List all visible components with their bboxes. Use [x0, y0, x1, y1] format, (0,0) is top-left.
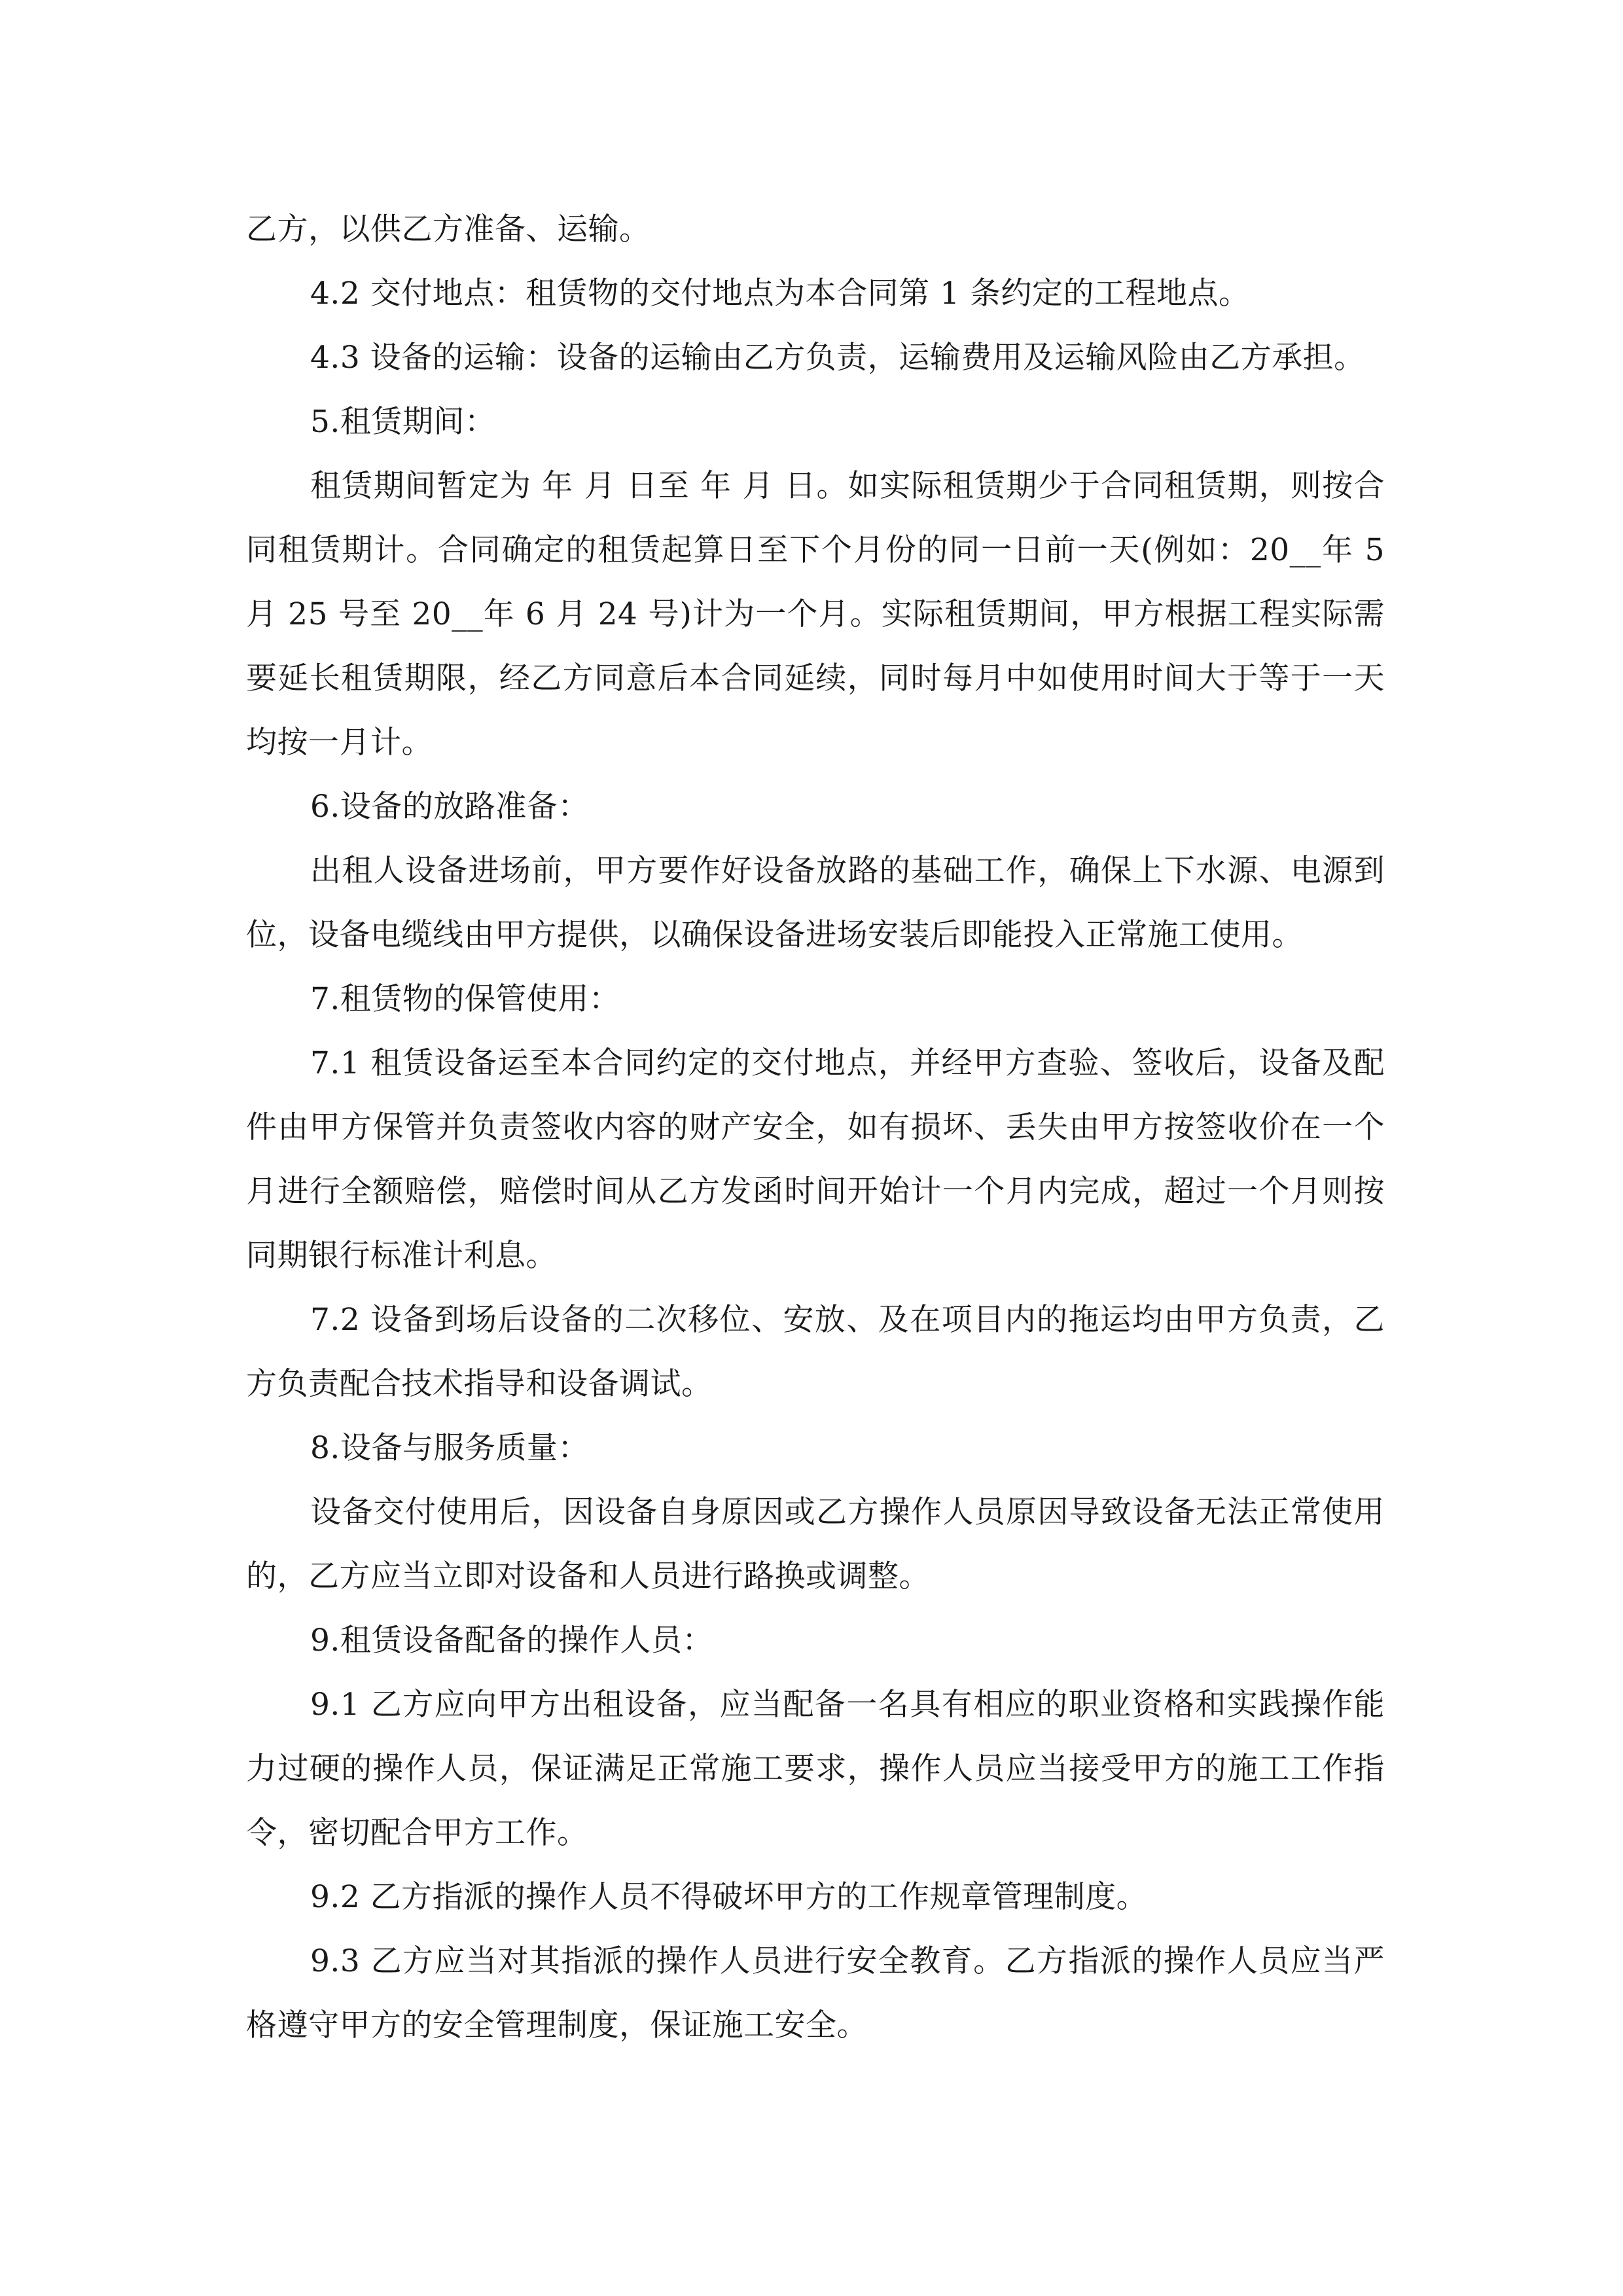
paragraph: 租赁期间暂定为 年 月 日至 年 月 日。如实际租赁期少于合同租赁期，则按合同租赁期计。合同确定的租赁起算日至下个月份的同一日前一天(例如：20__年 5 月 25 号至 20__年 6 月 24 号)计为一个月。实际租赁期间，甲方根据工程实际需要延长租赁期限，经乙方同意后本合同延续，同时每月中如使用时间大于等于一天均按一月计。: [246, 468, 1385, 761]
section-heading: 7.租赁物的保管使用：: [310, 981, 620, 1017]
section-heading: 5.租赁期间：: [310, 404, 496, 440]
paragraph: 4.2 交付地点：租赁物的交付地点为本合同第 1 条约定的工程地点。: [310, 276, 1250, 312]
paragraph: 4.3 设备的运输：设备的运输由乙方负责，运输费用及运输风险由乙方承担。: [310, 340, 1365, 376]
paragraph: 出租人设备进场前，甲方要作好设备放路的基础工作，确保上下水源、电源到位，设备电缆线由甲方提供，以确保设备进场安装后即能投入正常施工使用。: [246, 853, 1385, 953]
section-heading: 8.设备与服务质量：: [310, 1430, 589, 1466]
paragraph: 9.2 乙方指派的操作人员不得破坏甲方的工作规章管理制度。: [310, 1879, 1148, 1915]
section-heading: 6.设备的放路准备：: [310, 789, 589, 825]
paragraph: 乙方，以供乙方准备、运输。: [246, 211, 651, 247]
document-body: [246, 198, 1385, 2058]
paragraph: 9.3 乙方应当对其指派的操作人员进行安全教育。乙方指派的操作人员应当严格遵守甲方的安全管理制度，保证施工安全。: [246, 1943, 1385, 2043]
section-heading: 9.租赁设备配备的操作人员：: [310, 1623, 713, 1659]
paragraph: 7.1 租赁设备运至本合同约定的交付地点，并经甲方查验、签收后，设备及配件由甲方保管并负责签收内容的财产安全，如有损坏、丢失由甲方按签收价在一个月进行全额赔偿，赔偿时间从乙方发函时间开始计一个月内完成，超过一个月则按同期银行标准计利息。: [246, 1045, 1385, 1274]
paragraph: 7.2 设备到场后设备的二次移位、安放、及在项目内的拖运均由甲方负责，乙方负责配合技术指导和设备调试。: [246, 1302, 1385, 1402]
paragraph: 9.1 乙方应向甲方出租设备，应当配备一名具有相应的职业资格和实践操作能力过硬的操作人员，保证满足正常施工要求，操作人员应当接受甲方的施工工作指令，密切配合甲方工作。: [246, 1687, 1385, 1851]
paragraph: 设备交付使用后，因设备自身原因或乙方操作人员原因导致设备无法正常使用的，乙方应当立即对设备和人员进行路换或调整。: [246, 1494, 1385, 1594]
